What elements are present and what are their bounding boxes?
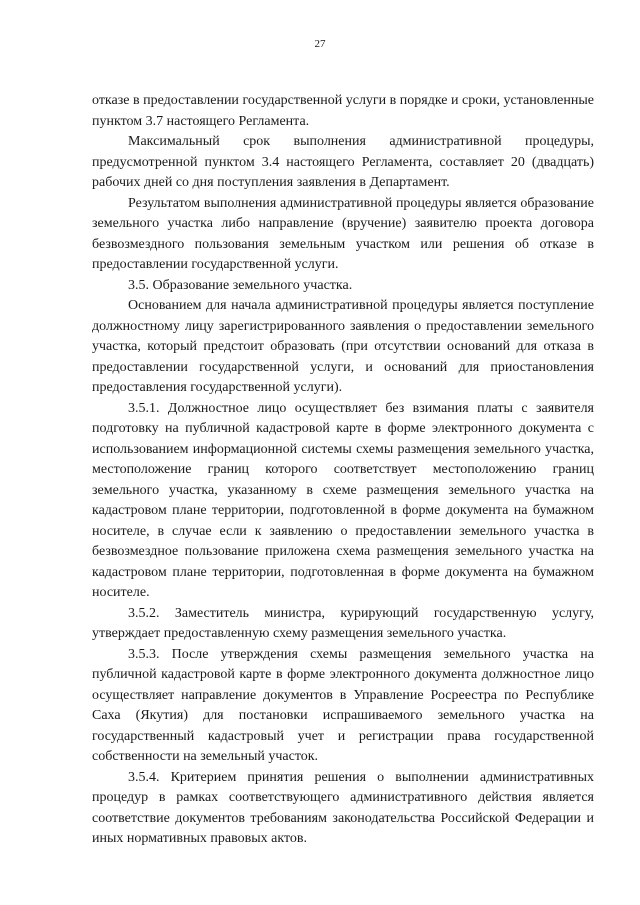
paragraph: 3.5. Образование земельного участка. [128,277,353,293]
body-text [92,91,594,850]
page-number: 27 [314,38,326,50]
paragraph: 3.5.1. Должностное лицо осуществляет без взимания платы с заявителя подготовку на публичной кадастровой карте в форме электронного документа с использованием информационной системы схемы размещения земельного участка, местоположение границ которого соответствует местоположению границ земельного участка, указанному в схеме размещения земельного участка на кадастровом плане территории, подготовленной в форме документа на бумажном носителе, в случае если к заявлению о предоставлении земельного участка в безвозмездное пользование приложена схема размещения земельного участка на кадастровом плане территории, подготовленная в форме документа на бумажном носителе. [92,400,594,600]
paragraph: 3.5.4. Критерием принятия решения о выполнении административных процедур в рамках соответствующего административного действия является соответствие документов требованиям законодательства Российской Федерации и иных нормативных правовых актов. [92,769,594,846]
paragraph: 3.5.3. После утверждения схемы размещения земельного участка на публичной кадастровой карте в форме электронного документа должностное лицо осуществляет направление документов в Управление Росреестра по Республике Саха (Якутия) для постановки испрашиваемого земельного участка на государственный кадастровый учет и регистрации права государственной собственности на земельный участок. [92,646,594,764]
paragraph: 3.5.2. Заместитель министра, курирующий государственную услугу, утверждает предоставленную схему размещения земельного участка. [92,605,594,641]
paragraph: Максимальный срок выполнения административной процедуры, предусмотренной пунктом 3.4 настоящего Регламента, составляет 20 (двадцать) рабочих дней со дня поступления заявления в Департамент. [92,134,594,190]
paragraph: отказе в предоставлении государственной услуги в порядке и сроки, установленные пунктом 3.7 настоящего Регламента. [92,93,594,129]
paragraph: Результатом выполнения административной процедуры является образование земельного участка либо направление (вручение) заявителю проекта договора безвозмездного пользования земельным участком или решения об отказе в предоставлении государственной услуги. [92,195,594,272]
paragraph: Основанием для начала административной процедуры является поступление должностному лицу зарегистрированного заявления о предоставлении земельного участка, который предстоит образовать (при отсутствии оснований для отказа в предоставлении государственной услуги, и оснований для приостановления предоставления государственной услуги). [92,298,594,395]
